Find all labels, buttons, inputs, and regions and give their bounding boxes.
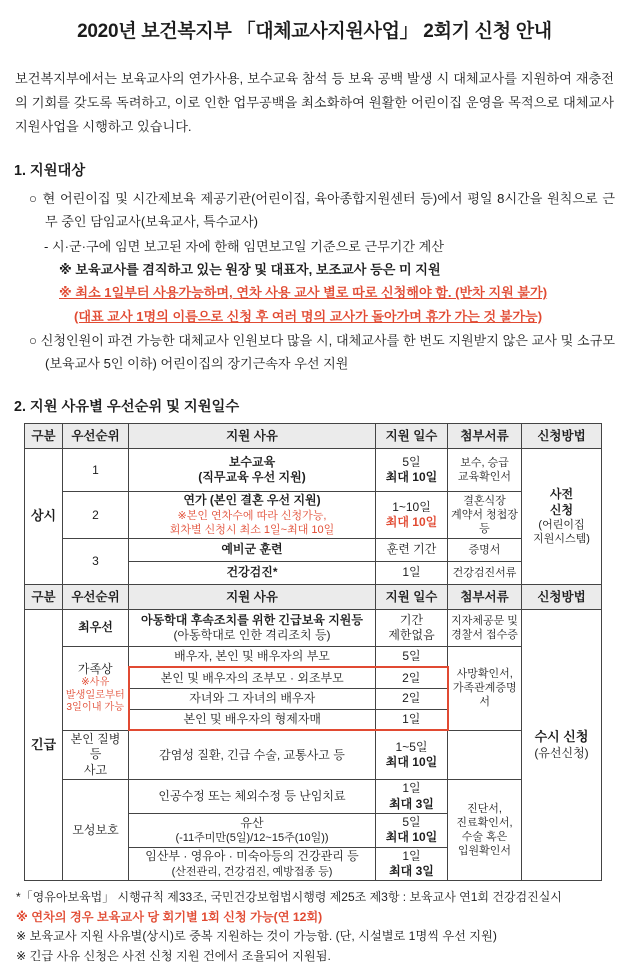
category-cell-regular: 상시 [25, 449, 63, 585]
table-row [25, 538, 602, 561]
header-method: 신청방법 [522, 424, 602, 449]
priority-line: 가족상 [77, 661, 113, 676]
footnote-annual-limit: ※ 연차의 경우 보육교사 당 회기별 1회 신청 가능(연 12회) [16, 909, 323, 924]
docs-line: 진료확인서, [456, 817, 513, 830]
reason-line: 보수교육 [228, 455, 276, 470]
method-line: 지원시스템) [533, 533, 590, 546]
days-cell [376, 814, 448, 848]
method-line: 수시 신청 [534, 729, 589, 745]
docs-line: 경찰서 접수증 [451, 628, 518, 641]
reason-cell [129, 609, 376, 646]
header-category: 구분 [25, 584, 63, 609]
support-priority-table [24, 423, 602, 881]
method-cell-anytime [522, 609, 602, 881]
method-line: (어린이집 [538, 518, 585, 531]
header-days: 지원 일수 [376, 584, 448, 609]
days-line: 최대 10일 [385, 515, 438, 530]
days-line: 1~5일 [395, 739, 428, 754]
method-line: 신청 [549, 502, 574, 517]
bullet-eligibility: ○ 현 어린이집 및 시간제보육 제공기관(어린이집, 육아종합지원센터 등)에서 평일 8시간을 원칙으로 근무 중인 담임교사(보육교사, 특수교사) [29, 191, 615, 230]
category-cell-urgent: 긴급 [25, 609, 63, 881]
table-row [25, 449, 602, 492]
days-cell: 1일 [376, 709, 448, 730]
days-line: 기간 [399, 612, 424, 627]
docs-cell-empty [448, 730, 522, 779]
days-cell: 2일 [376, 667, 448, 688]
reason-cell [129, 492, 376, 539]
reason-cell: 건강검진* [129, 561, 376, 584]
days-cell: 2일 [376, 688, 448, 709]
days-line: 1일 [402, 848, 421, 863]
priority-cell: 3 [63, 538, 129, 584]
days-line: 제한없음 [388, 627, 435, 642]
docs-line: 가족관계증명서 [452, 682, 517, 709]
header-priority: 우선순위 [63, 424, 129, 449]
note-no-rotation: (대표 교사 1명의 이름으로 신청 후 여러 명의 교사가 돌아가며 휴가 가는 것 불가능) [74, 308, 543, 324]
priority-cell-illness [63, 730, 129, 779]
section2-heading: 2. 지원 사유별 우선순위 및 지원일수 [14, 399, 240, 416]
reason-line: 유산 [240, 815, 264, 830]
note-min-days: ※ 최소 1일부터 사용가능하며, 연차 사용 교사 별로 따로 신청해야 함. (반차 지원 불가) [59, 285, 548, 301]
header-reason: 지원 사유 [129, 424, 376, 449]
days-line: 5일 [402, 455, 421, 470]
days-cell [376, 847, 448, 881]
priority-cell: 1 [63, 449, 129, 492]
days-line: 최대 10일 [385, 830, 438, 845]
days-cell [376, 449, 448, 492]
header-reason: 지원 사유 [129, 584, 376, 609]
docs-line: 보수, 승급 [460, 457, 509, 470]
note-excluded-staff: ※ 보육교사를 겸직하고 있는 원장 및 대표자, 보조교사 등은 미 지원 [59, 261, 441, 277]
reason-cell: 감염성 질환, 긴급 수술, 교통사고 등 [129, 730, 376, 779]
reason-line: 아동학대 후속조치를 위한 긴급보육 지원등 [141, 612, 363, 627]
header-days: 지원 일수 [376, 424, 448, 449]
priority-cell-family [63, 646, 129, 730]
days-cell: 훈련 기간 [376, 538, 448, 561]
days-cell [376, 492, 448, 539]
method-line: 사전 [549, 487, 574, 502]
reason-cell: 배우자, 본인 및 배우자의 부모 [129, 646, 376, 667]
days-line: 최대 3일 [389, 796, 434, 811]
section1-heading: 1. 지원대상 [14, 163, 86, 180]
days-cell: 5일 [376, 646, 448, 667]
docs-cell: 증명서 [448, 538, 522, 561]
reason-line: (직무교육 우선 지원) [198, 470, 306, 485]
table-row [25, 780, 602, 814]
reason-line: 연가 (본인 결혼 우선 지원) [183, 493, 321, 508]
table-row [25, 609, 602, 646]
docs-line: 계약서 청첩장 등 [451, 509, 518, 536]
reason-cell [129, 814, 376, 848]
reason-cell [129, 847, 376, 881]
intro-paragraph: 보건복지부에서는 보육교사의 연가사용, 보수교육 참석 등 보육 공백 발생 시 대체교사를 지원하여 재충전의 기회를 갖도록 독려하고, 이로 인한 업무공백을 최소화하여 원활한 어린이집 운영을 목적으로 대체교사지원사업을 시행하고 있습니다. [15, 71, 614, 135]
footnote-duplicate-support: ※ 보육교사 지원 사유별(상시)로 중복 지원하는 것이 가능함. (단, 시설별로 1명씩 우선 지원) [16, 929, 497, 944]
priority-note-line: 3일이내 가능 [66, 702, 125, 714]
table-row [25, 646, 602, 667]
footnote-urgent-adjust: ※ 긴급 사유 신청은 사전 신청 지원 건에서 조율되어 지원됨. [16, 948, 331, 963]
priority-line: 본인 질병 등 [70, 731, 121, 762]
header-priority: 우선순위 [63, 584, 129, 609]
header-category: 구분 [25, 424, 63, 449]
bullet-priority-allocation: ○ 신청인원이 파견 가능한 대체교사 인원보다 많을 시, 대체교사를 한 번도 지원받지 않은 교사 및 소규모(보육교사 5인 이하) 어린이집의 장기근속자 우선 지원 [29, 332, 615, 372]
reason-line: 임산부 · 영유아 · 미숙아등의 건강관리 등 [145, 849, 359, 864]
reason-line: (-11주미만(5일)/12~15주(10일)) [175, 832, 329, 845]
docs-line: 수술 혹은 [461, 831, 508, 844]
docs-cell [448, 449, 522, 492]
table-row [25, 492, 602, 539]
days-line: 5일 [402, 815, 421, 830]
docs-line: 지자체공문 및 [451, 614, 518, 627]
table-header-row [25, 424, 602, 449]
days-line: 최대 10일 [385, 470, 438, 485]
reason-cell [129, 449, 376, 492]
days-line: 1~10일 [392, 499, 431, 514]
header-documents: 첨부서류 [448, 424, 522, 449]
days-cell: 1일 [376, 561, 448, 584]
footnote-law: *「영유아보육법」 시행규칙 제33조, 국민건강보험법시행령 제25조 제3항 : 보육교사 연1회 건강검진실시 [16, 890, 562, 905]
days-line: 1일 [402, 781, 421, 796]
reason-cell: 본인 및 배우자의 조부모 · 외조부모 [129, 667, 376, 688]
table-header-row [25, 584, 602, 609]
reason-note-line: ※본인 연차수에 따라 신청가능, [177, 509, 327, 522]
days-line: 최대 3일 [389, 864, 434, 879]
days-cell [376, 730, 448, 779]
docs-line: 교육확인서 [457, 471, 512, 484]
docs-line: 사망확인서, [456, 668, 513, 681]
docs-line: 진단서, [467, 803, 502, 816]
priority-cell: 2 [63, 492, 129, 539]
method-line: (유선신청) [534, 745, 589, 760]
docs-cell [448, 646, 522, 730]
priority-cell: 최우선 [63, 609, 129, 646]
days-line: 최대 10일 [385, 755, 438, 770]
reason-line: (산전관리, 건강검진, 예방접종 등) [171, 865, 333, 878]
reason-line: (아동학대로 인한 격리조치 등) [173, 627, 331, 642]
reason-cell: 자녀와 그 자녀의 배우자 [129, 688, 376, 709]
page-title: 2020년 보건복지부 「대체교사지원사업」 2회기 신청 안내 [77, 21, 552, 42]
reason-cell: 인공수정 또는 체외수정 등 난임치료 [129, 780, 376, 814]
method-cell-advance [522, 449, 602, 585]
header-documents: 첨부서류 [448, 584, 522, 609]
reason-cell: 예비군 훈련 [129, 538, 376, 561]
priority-note-line: 발생일로부터 [65, 689, 125, 701]
header-method: 신청방법 [522, 584, 602, 609]
reason-note-line: 회차별 신청시 최소 1일~최대 10일 [169, 523, 335, 536]
priority-note-line: ※사유 [81, 676, 110, 688]
docs-cell [448, 780, 522, 881]
section1-body [14, 187, 615, 375]
priority-line: 사고 [83, 762, 108, 777]
docs-cell [448, 492, 522, 539]
table-row [25, 730, 602, 779]
docs-cell [448, 609, 522, 646]
reason-cell: 본인 및 배우자의 형제자매 [129, 709, 376, 730]
footnotes [16, 888, 615, 966]
docs-line: 입원확인서 [457, 845, 512, 858]
docs-cell: 건강검진서류 [448, 561, 522, 584]
bullet-eligibility-sub: - 시·군·구에 임면 보고된 자에 한해 임면보고일 기준으로 근무기간 계산 [44, 238, 444, 254]
days-cell [376, 609, 448, 646]
priority-cell-maternity: 모성보호 [63, 780, 129, 881]
days-cell [376, 780, 448, 814]
docs-line: 결혼식장 [463, 495, 506, 508]
